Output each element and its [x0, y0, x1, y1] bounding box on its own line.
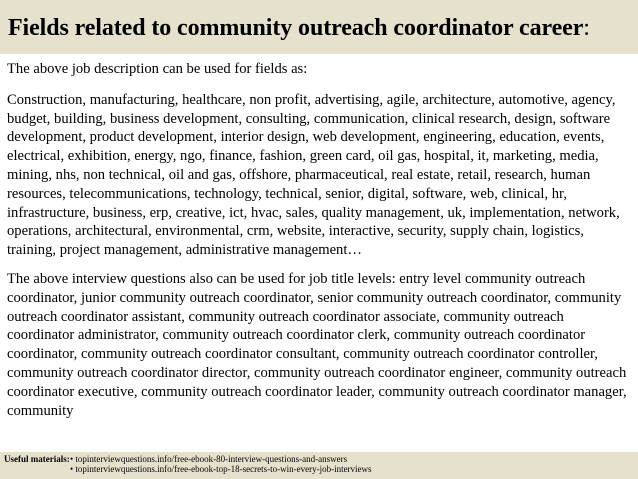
footer-links [70, 454, 372, 474]
footer-bar [0, 452, 638, 479]
job-levels-text: The above interview questions also can be used for job title levels: entry level community outreach coordinator, junior community outreach coordinator, senior community outreach coordinator, community outreach coordinator assistant, community outreach coordinator associate, community outreach coordinator administrator, community outreach coordinator clerk, community outreach coordinator coordinator, community outreach coordinator consultant, community outreach coordinator controller, community outreach coordinator director, community outreach coordinator engineer, community outreach coordinator executive, community outreach coordinator leader, community outreach coordinator manager, community [7, 270, 627, 419]
slide-title-text: Fields related to community outreach coordinator career [8, 15, 584, 41]
slide-title-colon: : [583, 15, 590, 41]
intro-text: The above job description can be used for fields as: [7, 61, 308, 77]
title-bar [0, 0, 638, 54]
footer-link-ebook-80-questions[interactable]: • topinterviewquestions.info/free-ebook-80-interview-questions-and-answers [70, 454, 348, 464]
fields-list-text: Construction, manufacturing, healthcare, non profit, advertising, agile, architecture, automotive, agency, budget, building, business development, consulting, communication, clinical research, design, software development, product development, interior design, web development, engineering, education, events, electrical, exhibition, energy, ngo, finance, fashion, green card, oil gas, hospital, it, marketing, media, mining, nhs, non technical, oil and gas, offshore, pharmaceutical, real estate, retail, research, human resources, telecommunications, technology, technical, senior, digital, software, web, clinical, hr, infrastructure, business, erp, creative, ict, hvac, sales, quality management, uk, implementation, network, operations, architectural, environmental, crm, website, interactive, security, supply chain, logistics, training, project management, administrative management… [7, 91, 620, 259]
slide-body [7, 60, 633, 452]
footer-link-ebook-18-secrets[interactable]: • topinterviewquestions.info/free-ebook-top-18-secrets-to-win-every-job-interviews [70, 464, 372, 474]
slide-title [8, 13, 590, 43]
footer-label: Useful materials: [4, 454, 70, 464]
